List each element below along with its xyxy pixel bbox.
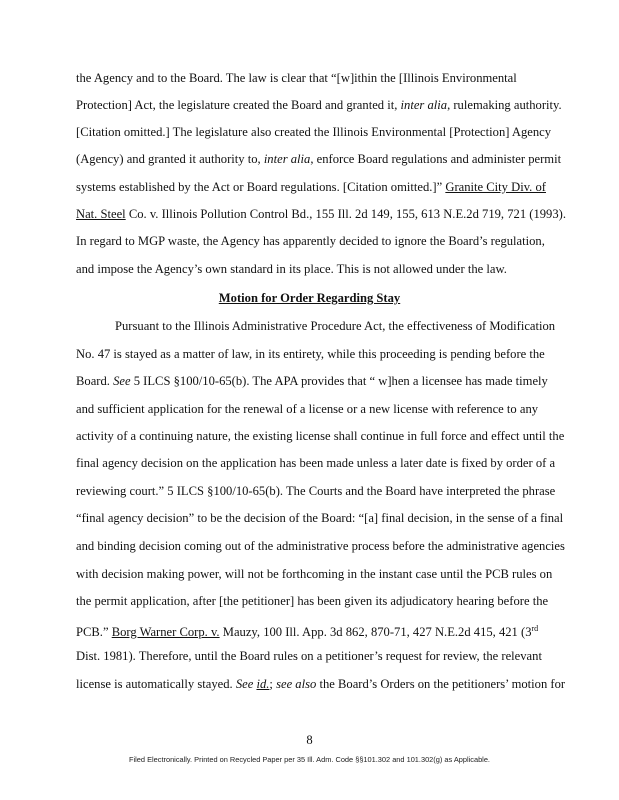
body-line: Board. See 5 ILCS §100/10-65(b). The APA provides that “ w]hen a licensee has made timely [76, 374, 548, 388]
body-line: PCB.” Borg Warner Corp. v. Mauzy, 100 Ill. App. 3d 862, 870-71, 427 N.E.2d 415, 421 (3rd [76, 624, 539, 640]
case-citation: Nat. Steel [76, 207, 126, 221]
case-citation: Borg Warner Corp. v. [111, 625, 220, 640]
body-line: No. 47 is stayed as a matter of law, in its entirety, while this proceeding is pending before the [76, 347, 545, 361]
page-number: 8 [306, 733, 313, 747]
body-line: Pursuant to the Illinois Administrative Procedure Act, the effectiveness of Modification [115, 319, 556, 333]
filing-footer: Filed Electronically. Printed on Recycled Paper per 35 Ill. Adm. Code §§101.302 and 101.302(g) as Applicable. [129, 755, 490, 764]
body-line: and binding decision coming out of the administrative process before the administrative agencies [76, 539, 565, 553]
body-line: reviewing court.” 5 ILCS §100/10-65(b). The Courts and the Board have interpreted the phrase [76, 484, 556, 498]
body-line: and sufficient application for the renewal of a license or a new license with reference to any [76, 402, 539, 416]
section-heading: Motion for Order Regarding Stay [218, 291, 401, 305]
case-citation: Granite City Div. of [445, 180, 546, 194]
body-line: [Citation omitted.] The legislature also created the Illinois Environmental [Protection] Agency [76, 125, 552, 139]
case-citation: id. [256, 677, 270, 691]
body-line: Nat. Steel Co. v. Illinois Pollution Control Bd., 155 Ill. 2d 149, 155, 613 N.E.2d 719, 721 (1993). [76, 207, 566, 221]
body-line: final agency decision on the application has been made unless a later date is fixed by order of a [76, 456, 556, 470]
body-line: with decision making power, will not be forthcoming in the instant case until the PCB rules on [76, 567, 553, 581]
body-line: activity of a continuing nature, the existing license shall continue in full force and effect until the [76, 429, 565, 443]
body-line: In regard to MGP waste, the Agency has apparently decided to ignore the Board’s regulation, [76, 234, 545, 248]
body-line: (Agency) and granted it authority to, inter alia, enforce Board regulations and administer permit [76, 152, 562, 166]
body-line: the permit application, after [the petitioner] has been given its adjudicatory hearing before the [76, 594, 549, 608]
body-line: the Agency and to the Board. The law is clear that “[w]ithin the [Illinois Environmental [76, 71, 517, 85]
body-line: Dist. 1981). Therefore, until the Board rules on a petitioner’s request for review, the relevant [76, 649, 542, 663]
body-line: and impose the Agency’s own standard in its place. This is not allowed under the law. [76, 262, 507, 276]
body-line: systems established by the Act or Board regulations. [Citation omitted.]” Granite City Div. of [76, 180, 546, 194]
body-line: “final agency decision” to be the decision of the Board: “[a] final decision, in the sense of a final [76, 511, 564, 525]
body-line: license is automatically stayed. See id.; see also the Board’s Orders on the petitioners’ motion for [76, 677, 566, 691]
body-line: Protection] Act, the legislature created the Board and granted it, inter alia, rulemaking authority. [76, 98, 562, 112]
